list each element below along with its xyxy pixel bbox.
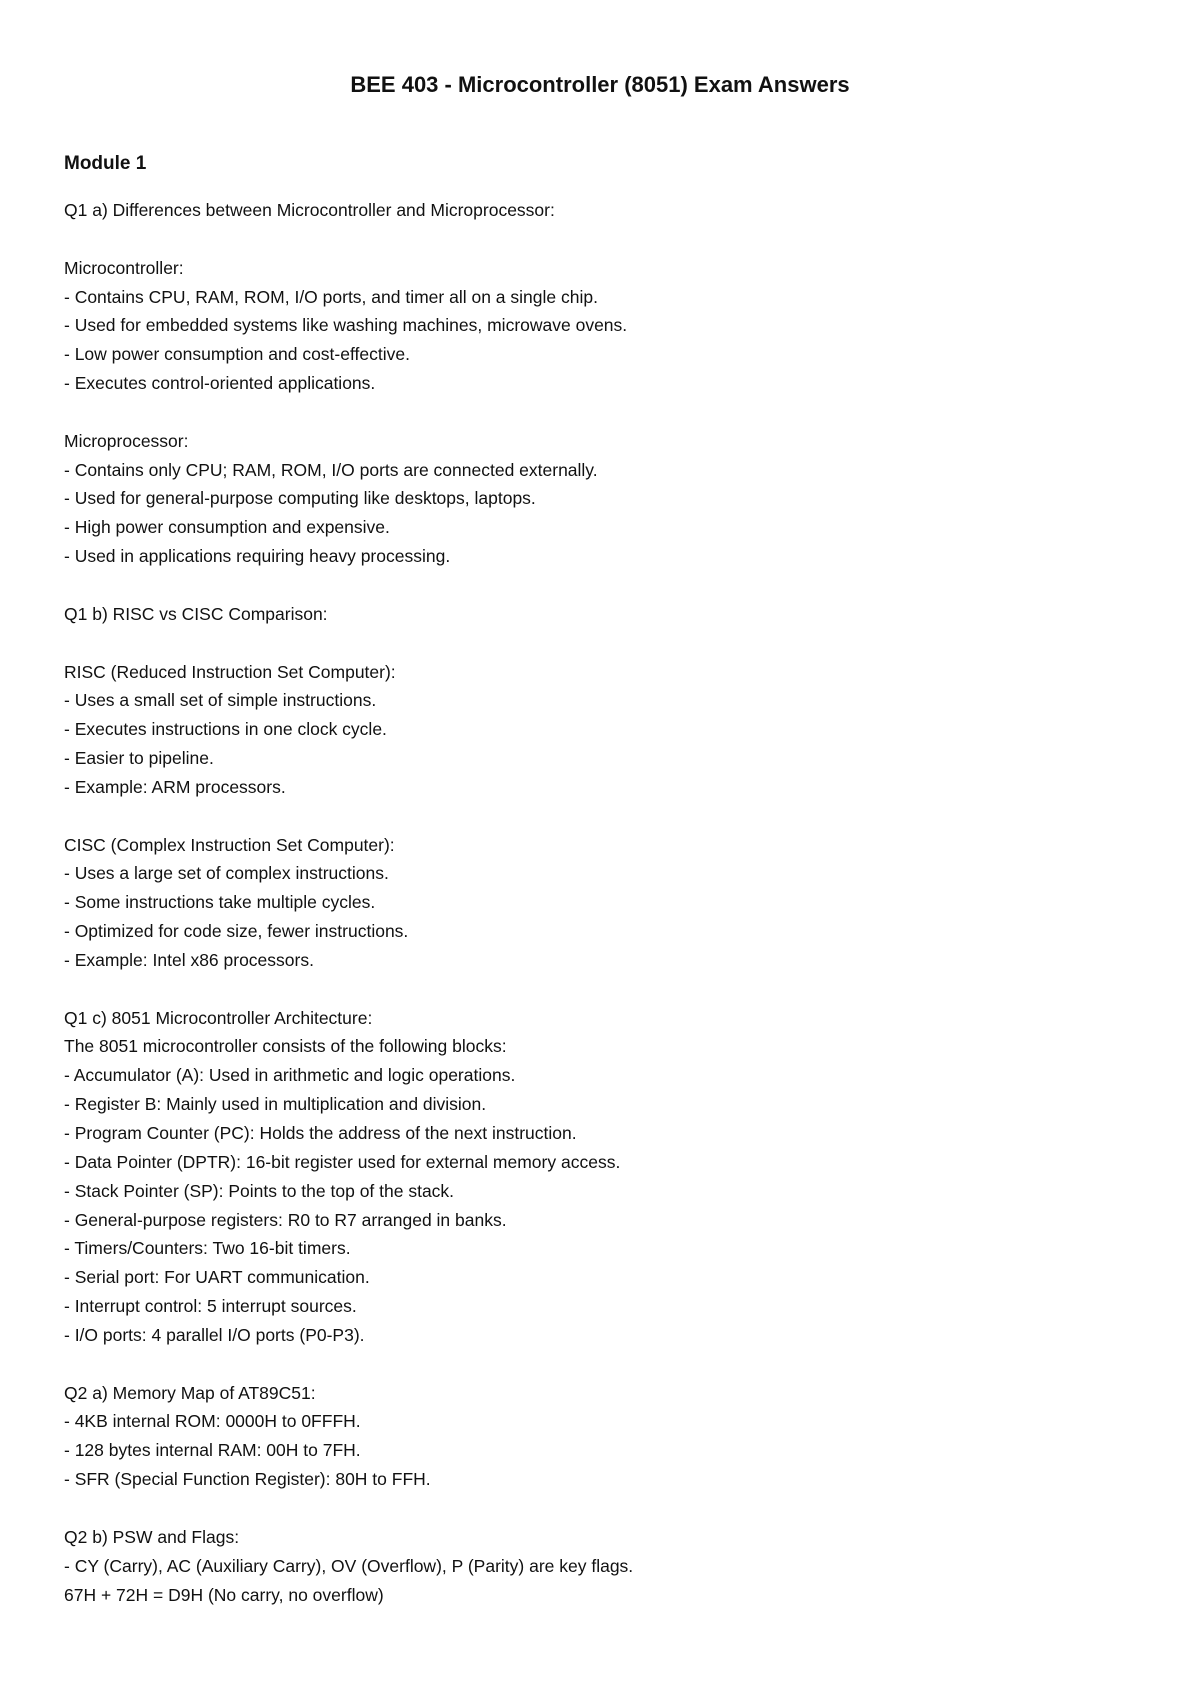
- list-item: - SFR (Special Function Register): 80H to FFH.: [64, 1469, 431, 1490]
- blank-line: [64, 571, 1144, 600]
- blank-line: [64, 975, 1144, 1004]
- list-item: - Used for general-purpose computing like desktops, laptops.: [64, 488, 536, 509]
- risc-label: RISC (Reduced Instruction Set Computer):: [64, 661, 396, 682]
- document-title: BEE 403 - Microcontroller (8051) Exam Answers: [350, 72, 850, 97]
- q1b-heading: Q1 b) RISC vs CISC Comparison:: [64, 603, 328, 624]
- list-item: - Stack Pointer (SP): Points to the top of the stack.: [64, 1180, 455, 1201]
- list-item: - Example: ARM processors.: [64, 776, 286, 797]
- list-item: - Data Pointer (DPTR): 16-bit register used for external memory access.: [64, 1151, 621, 1172]
- list-item: - Used in applications requiring heavy processing.: [64, 546, 451, 567]
- list-item: - Interrupt control: 5 interrupt sources.: [64, 1296, 357, 1317]
- list-item: - CY (Carry), AC (Auxiliary Carry), OV (Overflow), P (Parity) are key flags.: [64, 1555, 634, 1576]
- blank-line: [64, 1350, 1144, 1379]
- blank-line: [64, 802, 1144, 831]
- list-item: - Uses a large set of complex instructions.: [64, 863, 389, 884]
- list-item: - Optimized for code size, fewer instructions.: [64, 921, 409, 942]
- blank-line: [64, 398, 1144, 427]
- list-item: - Uses a small set of simple instructions.: [64, 690, 377, 711]
- list-item: - 128 bytes internal RAM: 00H to 7FH.: [64, 1440, 361, 1461]
- list-item: - Accumulator (A): Used in arithmetic and logic operations.: [64, 1065, 516, 1086]
- q1a-heading: Q1 a) Differences between Microcontroller and Microprocessor:: [64, 200, 555, 220]
- list-item: - I/O ports: 4 parallel I/O ports (P0-P3).: [64, 1324, 365, 1345]
- module-heading: Module 1: [64, 153, 147, 174]
- q2a-heading: Q2 a) Memory Map of AT89C51:: [64, 1382, 316, 1403]
- microcontroller-label: Microcontroller:: [64, 257, 184, 278]
- cisc-label: CISC (Complex Instruction Set Computer):: [64, 834, 395, 855]
- list-item: - Some instructions take multiple cycles.: [64, 892, 376, 913]
- list-item: - Timers/Counters: Two 16-bit timers.: [64, 1238, 351, 1259]
- list-item: - Serial port: For UART communication.: [64, 1267, 370, 1288]
- list-item: - Contains only CPU; RAM, ROM, I/O ports are connected externally.: [64, 459, 598, 480]
- list-item: - Easier to pipeline.: [64, 748, 214, 769]
- blank-line: [64, 1494, 1144, 1523]
- list-item: - General-purpose registers: R0 to R7 arranged in banks.: [64, 1209, 507, 1230]
- blank-line: [64, 629, 1144, 658]
- list-item: - 4KB internal ROM: 0000H to 0FFFH.: [64, 1411, 361, 1432]
- list-item: 67H + 72H = D9H (No carry, no overflow): [64, 1584, 384, 1605]
- list-item: - Executes control-oriented applications.: [64, 373, 376, 394]
- list-item: - Used for embedded systems like washing machines, microwave ovens.: [64, 315, 628, 336]
- list-item: - High power consumption and expensive.: [64, 517, 390, 538]
- list-item: - Executes instructions in one clock cycle.: [64, 719, 387, 740]
- q1c-heading: Q1 c) 8051 Microcontroller Architecture:: [64, 1007, 373, 1028]
- q1c-intro: The 8051 microcontroller consists of the following blocks:: [64, 1036, 507, 1057]
- list-item: - Contains CPU, RAM, ROM, I/O ports, and timer all on a single chip.: [64, 286, 598, 307]
- list-item: - Example: Intel x86 processors.: [64, 949, 314, 970]
- list-item: - Register B: Mainly used in multiplication and division.: [64, 1094, 487, 1115]
- document-body: [64, 196, 1144, 1609]
- list-item: - Low power consumption and cost-effective.: [64, 344, 410, 365]
- q2b-heading: Q2 b) PSW and Flags:: [64, 1526, 240, 1547]
- blank-line: [64, 225, 1144, 254]
- list-item: - Program Counter (PC): Holds the address of the next instruction.: [64, 1123, 577, 1143]
- microprocessor-label: Microprocessor:: [64, 430, 189, 451]
